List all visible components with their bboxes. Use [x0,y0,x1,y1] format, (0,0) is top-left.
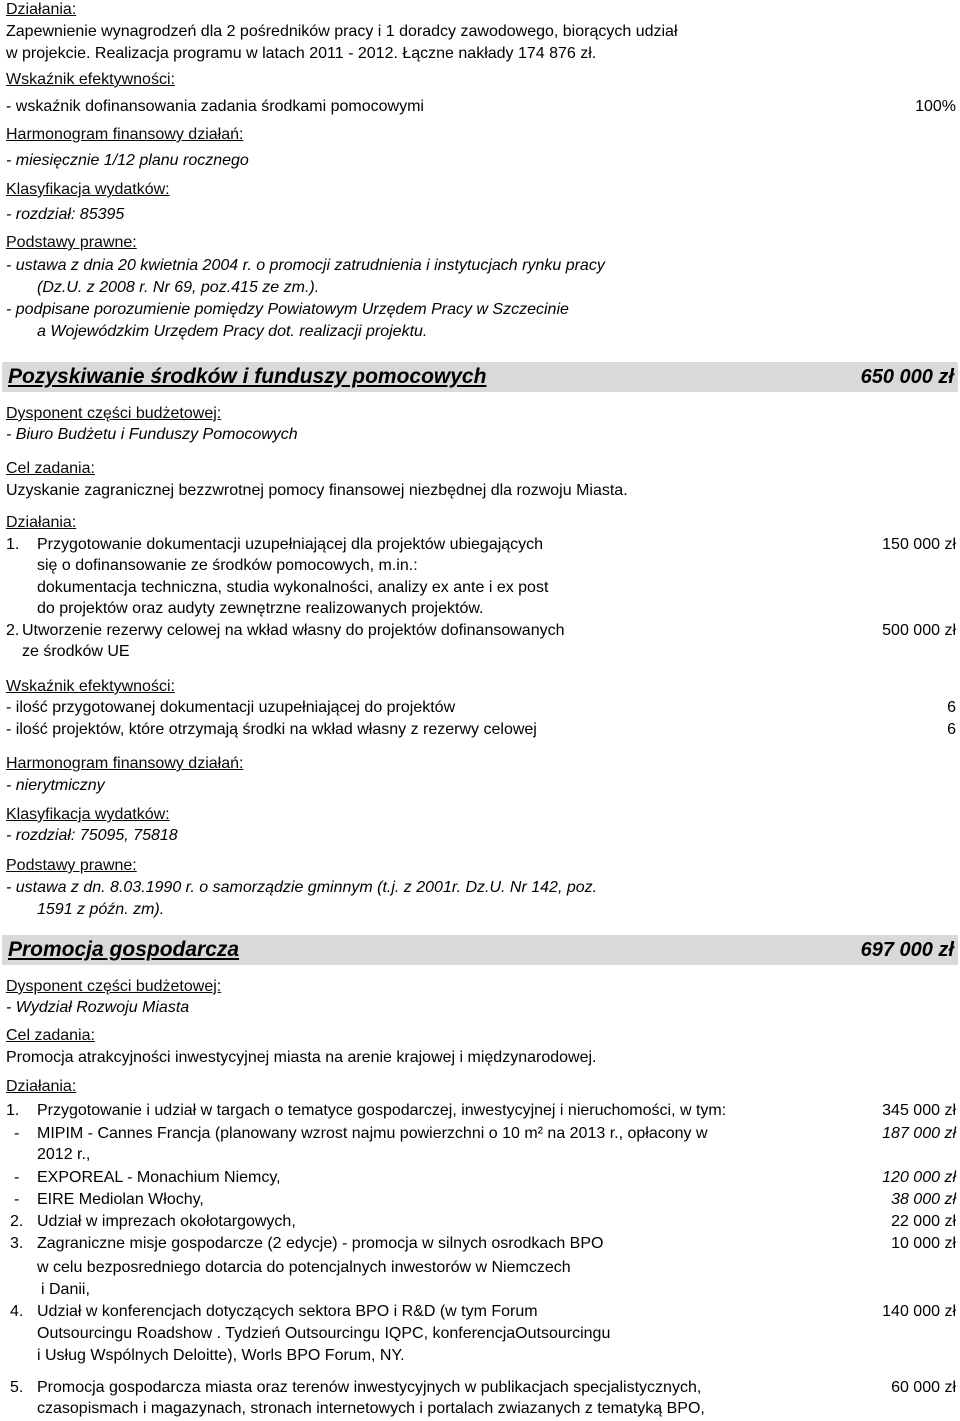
section-title: Pozyskiwanie środków i funduszy pomocowych [8,365,487,388]
action-text-cont: 2012 r., [37,1146,91,1163]
section-title-band [2,935,958,965]
action-amount: 60 000 zł [891,1379,956,1396]
action-amount: 187 000 zł [882,1125,956,1142]
action-amount: 10 000 zł [891,1235,956,1252]
action-number: 5. [10,1379,24,1396]
legal-basis-item: - ustawa z dn. 8.03.1990 r. o samorządzie gminnym (t.j. z 2001r. Dz.U. Nr 142, poz. [6,879,598,896]
actions-heading: Działania: [6,1,77,18]
disponent-item: - Biuro Budżetu i Funduszy Pomocowych [6,426,298,443]
goal-text: Uzyskanie zagranicznej bezzwrotnej pomocy finansowej niezbędnej dla rozwoju Miasta. [6,482,628,499]
classification-heading: Klasyfikacja wydatków: [6,806,170,823]
action-text: MIPIM - Cannes Francja (planowany wzrost najmu powierzchni o 10 m² na 2013 r., opłacony w [37,1125,708,1142]
action-amount: 345 000 zł [882,1102,956,1119]
action-text: Udział w konferencjach dotyczących sektora BPO i R&D (w tym Forum [37,1303,538,1320]
action-bullet: - [14,1191,20,1208]
action-amount: 22 000 zł [891,1213,956,1230]
goal-text: Promocja atrakcyjności inwestycyjnej miasta na arenie krajowej i międzynarodowej. [6,1049,597,1066]
action-text: Przygotowanie dokumentacji uzupełniającej dla projektów ubiegających [37,536,544,553]
legal-basis-heading: Podstawy prawne: [6,857,137,874]
indicator-item: - wskaźnik dofinansowania zadania środkami pomocowymi [6,98,424,115]
legal-basis-heading: Podstawy prawne: [6,234,137,251]
action-number: 3. [10,1235,24,1252]
actions-heading: Działania: [6,1078,77,1095]
section-title: Promocja gospodarcza [8,938,240,961]
indicator-value: 100% [915,98,956,115]
action-text: Przygotowanie i udział w targach o tematyce gospodarczej, inwestycyjnej i nieruchomości, w tym: [37,1102,727,1119]
action-text-cont: w celu bezposredniego dotarcia do potencjalnych inwestorów w Niemczech [37,1259,571,1276]
indicator-value: 6 [947,699,956,716]
legal-basis-item-cont: (Dz.U. z 2008 r. Nr 69, poz.415 ze zm.). [37,279,320,296]
schedule-item: - nierytmiczny [6,777,105,794]
action-text: Udział w imprezach okołotargowych, [37,1213,296,1230]
actions-heading: Działania: [6,514,77,531]
action-amount: 500 000 zł [882,622,956,639]
section-amount: 697 000 zł [860,939,954,961]
schedule-item: - miesięcznie 1/12 planu rocznego [6,152,249,169]
actions-text-line: w projekcie. Realizacja programu w latach 2011 - 2012. Łączne nakłady 174 876 zł. [6,45,597,62]
indicator-heading: Wskaźnik efektywności: [6,678,175,695]
indicator-item: - ilość przygotowanej dokumentacji uzupełniającej do projektów [6,699,456,716]
action-text-cont: czasopismach i magazynach, stronach internetowych i portalach zwiazanych z tematyką BPO, [37,1400,705,1417]
action-text-cont: do projektów oraz audyty zewnętrzne realizowanych projektów. [37,600,484,617]
classification-item: - rozdział: 85395 [6,206,125,223]
action-text-cont: dokumentacja techniczna, studia wykonalności, analizy ex ante i ex post [37,579,549,596]
action-number: 1. [6,1102,20,1119]
action-text-cont: ze środków UE [22,643,130,660]
action-bullet: - [14,1169,20,1186]
section-title-band [2,362,958,392]
schedule-heading: Harmonogram finansowy działań: [6,755,244,772]
legal-basis-item-cont: 1591 z późn. zm). [37,901,165,918]
indicator-heading: Wskaźnik efektywności: [6,71,175,88]
action-text: Utworzenie rezerwy celowej na wkład własny do projektów dofinansowanych [22,622,565,639]
action-text-cont: i Danii, [41,1281,90,1298]
action-text: Promocja gospodarcza miasta oraz terenów inwestycyjnych w publikacjach specjalistycznych, [37,1379,702,1396]
action-number: 4. [10,1303,24,1320]
indicator-value: 6 [947,721,956,738]
action-number: 2. [10,1213,24,1230]
section-amount: 650 000 zł [860,366,954,388]
action-number: 1. [6,536,20,553]
disponent-item: - Wydział Rozwoju Miasta [6,999,190,1016]
action-amount: 120 000 zł [882,1169,956,1186]
classification-item: - rozdział: 75095, 75818 [6,827,178,844]
classification-heading: Klasyfikacja wydatków: [6,181,170,198]
action-text: Zagraniczne misje gospodarcze (2 edycje) - promocja w silnych osrodkach BPO [37,1235,604,1252]
action-text: EXPOREAL - Monachium Niemcy, [37,1169,281,1186]
action-amount: 140 000 zł [882,1303,956,1320]
goal-heading: Cel zadania: [6,1027,95,1044]
action-amount: 38 000 zł [891,1191,956,1208]
indicator-item: - ilość projektów, które otrzymają środki na wkład własny z rezerwy celowej [6,721,537,738]
actions-text-line: Zapewnienie wynagrodzeń dla 2 pośredników pracy i 1 doradcy zawodowego, biorących udział [6,23,678,40]
action-text: EIRE Mediolan Włochy, [37,1191,204,1208]
action-text-cont: Outsourcingu Roadshow . Tydzień Outsourcingu IQPC, konferencjaOutsourcingu [37,1325,611,1342]
disponent-heading: Dysponent części budżetowej: [6,405,222,422]
schedule-heading: Harmonogram finansowy działań: [6,126,244,143]
action-text-cont: i Usług Wspólnych Deloitte), Worls BPO Forum, NY. [37,1347,405,1364]
goal-heading: Cel zadania: [6,460,95,477]
legal-basis-item: - ustawa z dnia 20 kwietnia 2004 r. o promocji zatrudnienia i instytucjach rynku pracy [6,257,605,274]
action-number: 2. [6,622,20,639]
action-text-cont: się o dofinansowanie ze środków pomocowych, m.in.: [37,557,418,574]
disponent-heading: Dysponent części budżetowej: [6,978,222,995]
legal-basis-item-cont: a Wojewódzkim Urzędem Pracy dot. realizacji projektu. [37,323,428,340]
legal-basis-item: - podpisane porozumienie pomiędzy Powiatowym Urzędem Pracy w Szczecinie [6,301,569,318]
action-bullet: - [14,1125,20,1142]
action-amount: 150 000 zł [882,536,956,553]
